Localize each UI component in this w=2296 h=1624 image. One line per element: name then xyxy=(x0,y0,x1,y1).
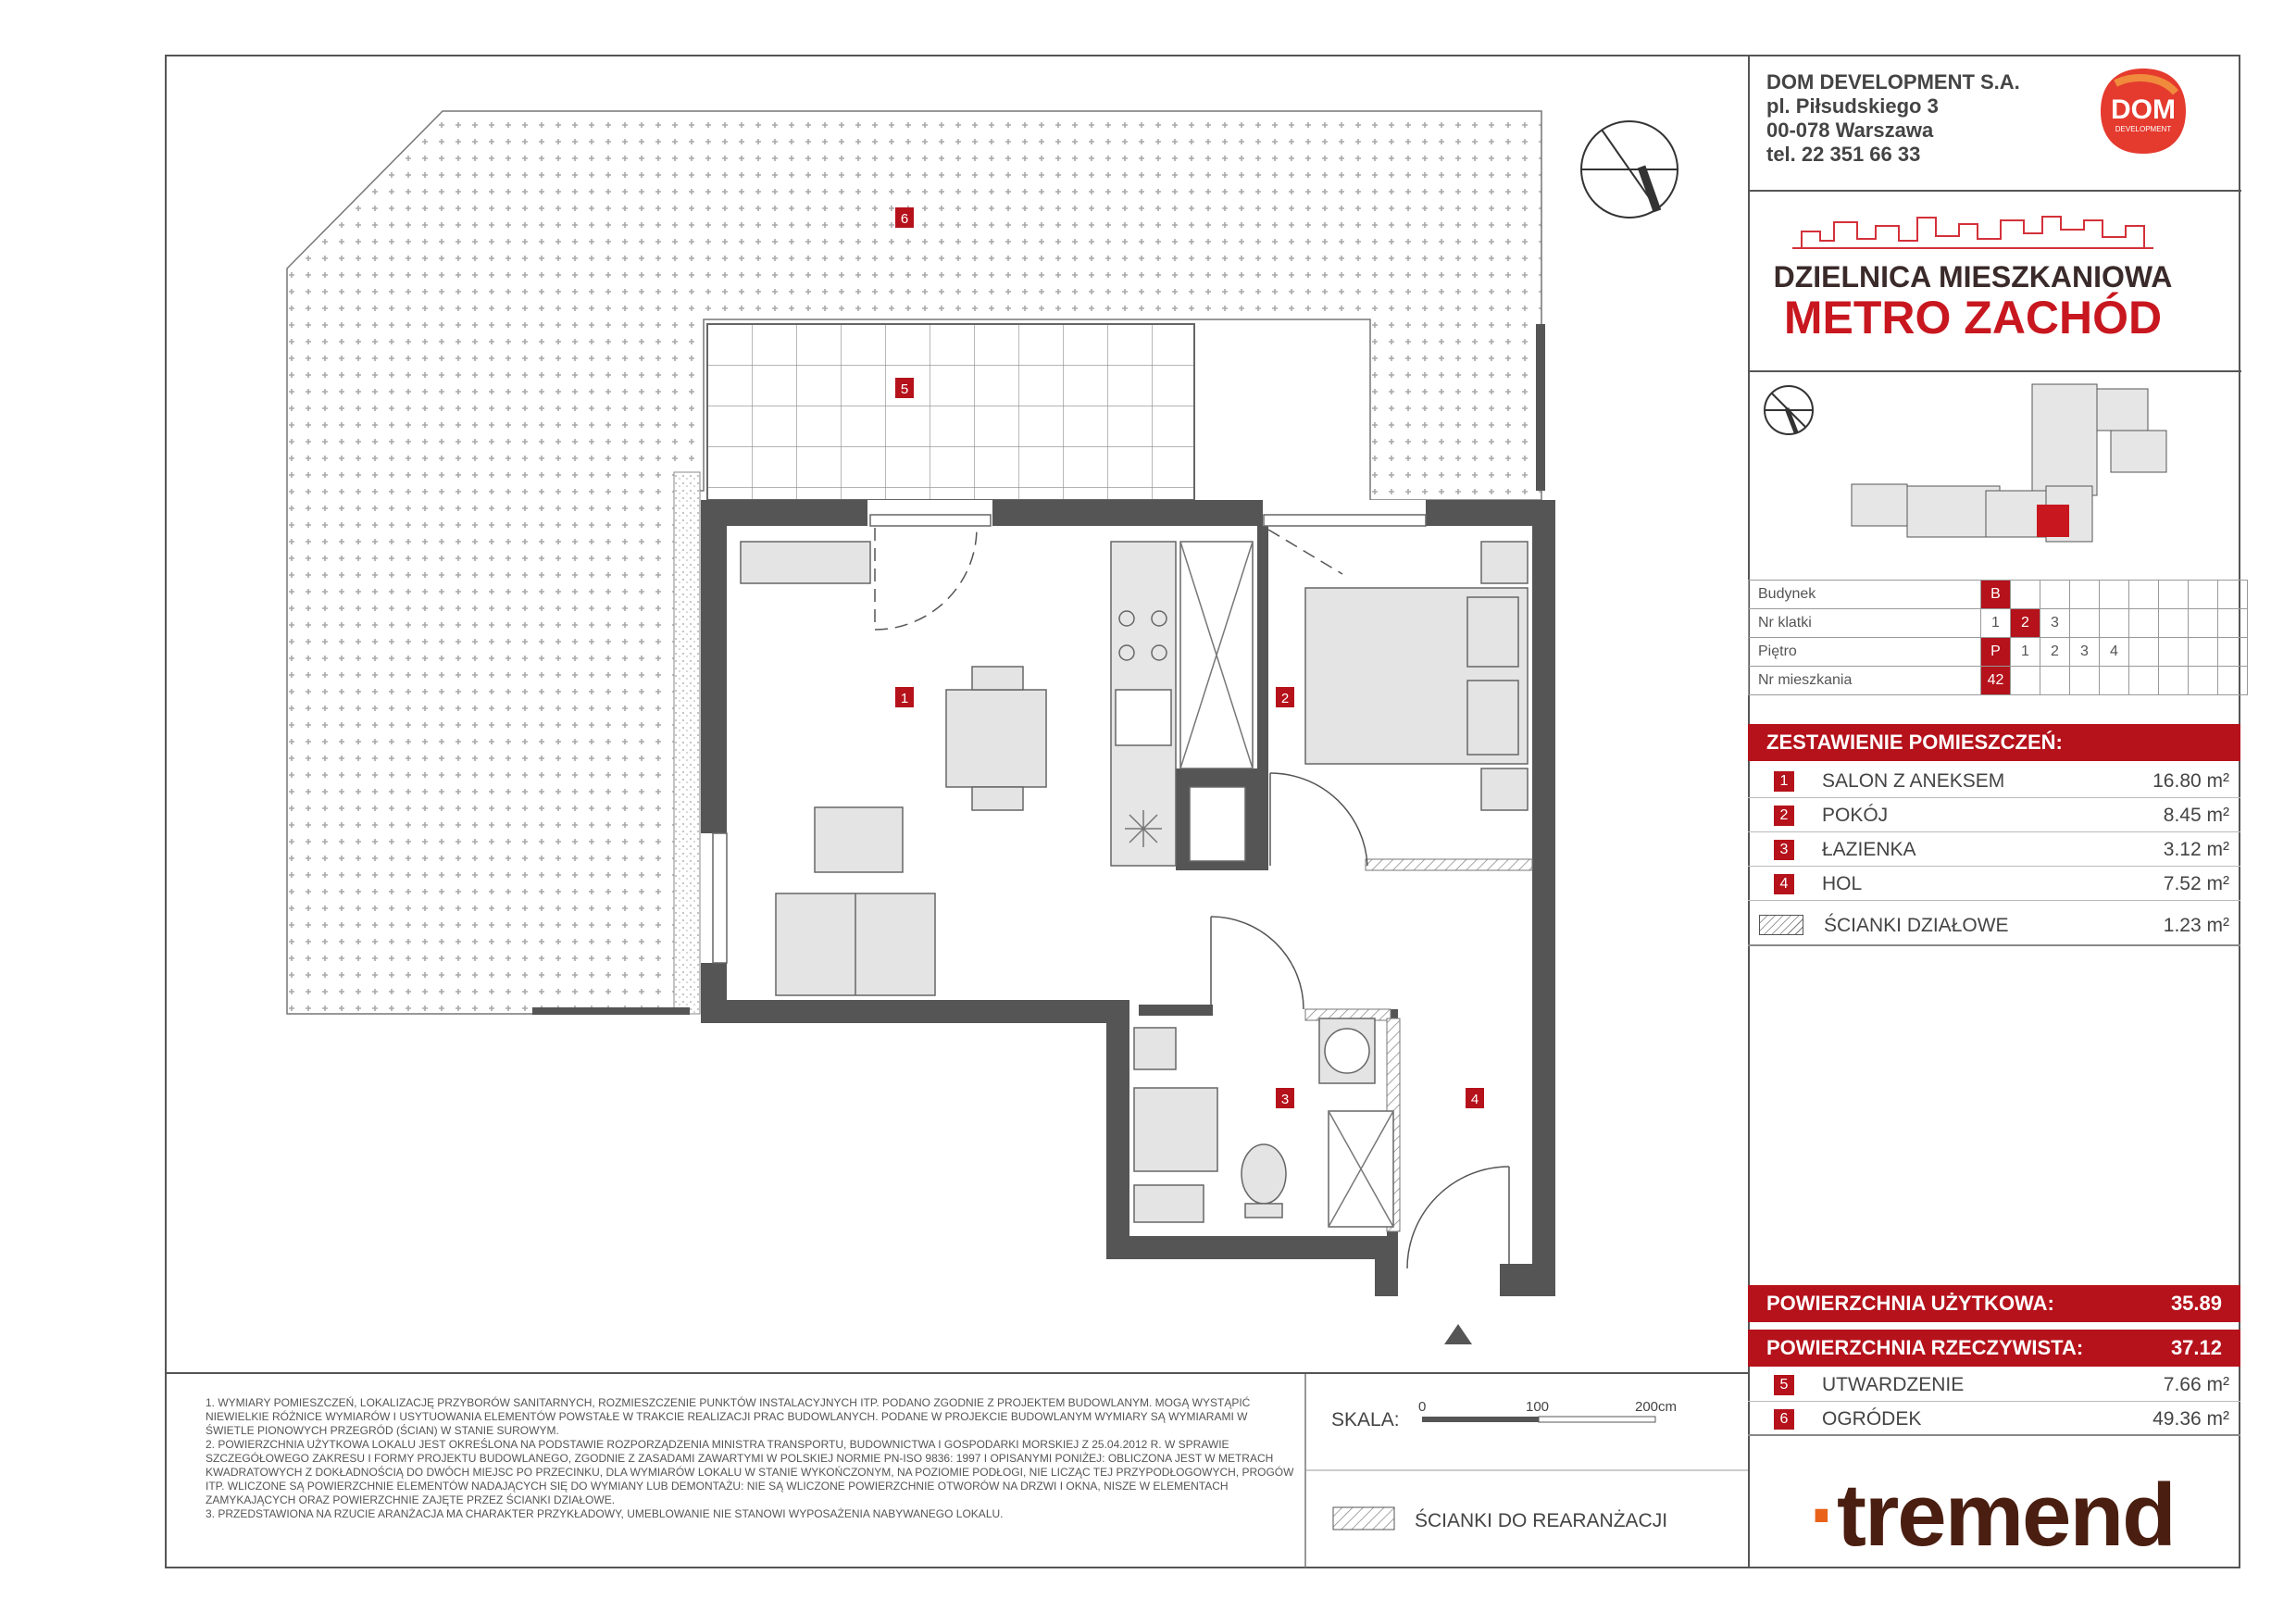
scale-tick-0: 0 xyxy=(1418,1399,1427,1415)
site-plan xyxy=(1759,375,2240,560)
room-area: 8.45 m² xyxy=(2163,805,2229,826)
extra-row-5 xyxy=(1748,1368,2240,1402)
project-line1: DZIELNICA MIESZKANIOWA xyxy=(1773,260,2173,294)
usable-area-row xyxy=(1748,1285,2240,1322)
row-building xyxy=(1749,581,2248,609)
room-row-1 xyxy=(1748,765,2240,798)
floor-value: P xyxy=(1981,638,2011,667)
apartment-number-label: Nr mieszkania xyxy=(1749,667,1981,695)
real-area-row xyxy=(1748,1330,2240,1367)
room-row-4 xyxy=(1748,868,2240,901)
apartment-info-table xyxy=(1748,580,2248,695)
extra-name: UTWARDZENIE xyxy=(1822,1374,1965,1395)
room-name: SALON Z ANEKSEM xyxy=(1822,770,2005,792)
note-1: 1. WYMIARY POMIESZCZEŃ, LOKALIZACJĘ PRZYBORÓW SANITARNYCH, ROZMIESZCZENIE PUNKTÓW INSTALACYJNYCH ITP. PODANO ZGODNIE Z PROJEKTEM BUDOWLANYM. MOGĄ WYSTĄPIĆ NIEWIELKIE RÓŻNICE WYMIARÓW I USYTUOWANIA ELEMENTÓW POWSTAŁE W TRAKCIE REALIZACJI PRAC BUDOWLANYCH. PODANE W PROJEKCIE BUDOWLANYM WYMIARY SĄ WYMIARAMI W ŚWIETLE PIONOWYCH PRZEGRÓD (ŚCIAN) W STANIE SUROWYM. xyxy=(206,1396,1251,1437)
company-phone: tel. 22 351 66 33 xyxy=(1766,143,1921,166)
tag-6-label: 6 xyxy=(900,211,909,227)
room-num: 4 xyxy=(1774,874,1794,894)
scale-bar xyxy=(1422,1417,1655,1422)
room-name: ŁAZIENKA xyxy=(1822,839,1916,860)
apartment-number-value: 42 xyxy=(1981,667,2011,695)
partition-hatch xyxy=(1759,915,1803,935)
partition-row xyxy=(1748,907,2240,946)
rooms-header xyxy=(1748,724,2240,761)
partition-name: ŚCIANKI DZIAŁOWE xyxy=(1824,915,2009,936)
room-row-3 xyxy=(1748,833,2240,867)
tag-5-label: 5 xyxy=(900,381,909,397)
room-area: 16.80 m² xyxy=(2152,770,2229,792)
divider xyxy=(1748,370,2241,372)
divider xyxy=(1748,190,2241,192)
partition-wall xyxy=(1366,859,1532,870)
company-street: pl. Piłsudskiego 3 xyxy=(1766,94,1939,118)
extra-num: 6 xyxy=(1774,1409,1794,1430)
compass-icon xyxy=(1581,121,1678,218)
tag-1-label: 1 xyxy=(900,691,909,706)
scale-tick-100: 100 xyxy=(1526,1399,1550,1415)
tag-4-label: 4 xyxy=(1470,1092,1479,1107)
tremend-logo: ·tremend xyxy=(1809,1466,2175,1565)
rearrangement-hatch xyxy=(1333,1507,1394,1530)
room-area: 7.52 m² xyxy=(2163,873,2229,894)
room-num: 3 xyxy=(1774,840,1794,860)
building-value: B xyxy=(1981,581,2011,609)
terrace-area xyxy=(707,324,1194,500)
row-stairwell: Nr klatki 1 2 3 xyxy=(1749,609,2248,638)
room-num: 2 xyxy=(1774,806,1794,826)
gravel-strip xyxy=(674,472,700,1014)
note-3: 3. PRZEDSTAWIONA NA RZUCIE ARANŻACJA MA CHARAKTER PRZYKŁADOWY, UMEBLOWANIE NIE STANOWI WYPOSAŻENIA NABYWANEGO LOKALU. xyxy=(206,1507,1004,1520)
tremend-text: tremend xyxy=(1836,1466,2175,1565)
real-area-label: POWIERZCHNIA RZECZYWISTA: xyxy=(1766,1336,2084,1359)
extra-area: 49.36 m² xyxy=(2152,1408,2229,1430)
extra-area: 7.66 m² xyxy=(2163,1374,2229,1395)
rearrangement-legend: ŚCIANKI DO REARANŻACJI xyxy=(1415,1510,1668,1531)
project-line2: METRO ZACHÓD xyxy=(1783,292,2163,344)
note-2: 2. POWIERZCHNIA UŻYTKOWA LOKALU JEST OKREŚLONA NA PODSTAWIE ROZPORZĄDZENIA MINISTRA TRANSPORTU, BUDOWNICTWA I GOSPODARKI MORSKIEJ Z 25.04.2012 R. W SPRAWIE SZCZEGÓŁOWEGO ZAKRESU I FORMY PROJEKTU BUDOWLANEGO, ZGODNIE Z ZASADAMI ZAWARTYMI W POLSKIEJ NORMIE PN-ISO 9836: 1997 I OPISANYMI PONIŻEJ: OBLICZONA JEST W METRACH KWADRATOWYCH Z DOKŁADNOŚCIĄ DO DWÓCH MIEJSC PO PRZECINKU, DLA WYMIARÓW LOKALU W STANIE WYKOŃCZONYM, NA POZIOMIE PODŁOGI, NIE LICZĄC TEJ PRZYPODŁOGOWYCH, PROGÓW ITP. WLICZONE SĄ POWIERZCHNIE ELEMENTÓW NADAJĄCYCH SIĘ DO WYMIANY LUB DEMONTAŻU: NIE SĄ WLICZONE POWIERZCHNIE OTWORÓW NA DRZWI I OKNA, NISZE W ELEMENTACH ZAMYKAJĄCYCH ORAZ POWIERZCHNIE ZAJĘTE PRZEZ ŚCIANKI DZIAŁOWE. xyxy=(206,1438,1294,1506)
room-area: 3.12 m² xyxy=(2163,839,2229,860)
scale-label: SKALA: xyxy=(1331,1409,1400,1430)
tag-3-label: 3 xyxy=(1280,1092,1290,1107)
svg-text:DOM: DOM xyxy=(2111,94,2176,125)
rooms-header-label: ZESTAWIENIE POMIESZCZEŃ: xyxy=(1766,731,2063,754)
scale-tick-200: 200cm xyxy=(1635,1399,1678,1415)
extra-num: 5 xyxy=(1774,1375,1794,1395)
svg-text:DEVELOPMENT: DEVELOPMENT xyxy=(2115,125,2172,133)
real-area-value: 37.12 xyxy=(2170,1336,2222,1359)
tag-2-label: 2 xyxy=(1280,691,1290,706)
usable-area-label: POWIERZCHNIA UŻYTKOWA: xyxy=(1766,1292,2054,1315)
project-logo xyxy=(1765,213,2190,361)
row-apartment-number xyxy=(1749,667,2248,695)
company-city: 00-078 Warszawa xyxy=(1766,119,1934,142)
stairwell-label: Nr klatki xyxy=(1749,609,1981,638)
room-num: 1 xyxy=(1774,771,1794,792)
row-floor: Piętro P 1 2 3 4 xyxy=(1749,638,2248,667)
entrance-arrow xyxy=(1444,1324,1472,1344)
usable-area-value: 35.89 xyxy=(2170,1292,2222,1315)
room-row-2 xyxy=(1748,799,2240,832)
company-address xyxy=(1766,70,2020,167)
fence-bottom xyxy=(532,1007,690,1015)
notes xyxy=(206,1396,1298,1521)
dom-development-logo xyxy=(2097,65,2190,157)
room-name: HOL xyxy=(1822,873,1863,894)
extra-row-6 xyxy=(1748,1403,2240,1436)
room-name: POKÓJ xyxy=(1822,805,1889,826)
stairwell-value: 2 xyxy=(2011,609,2040,638)
extra-name: OGRÓDEK xyxy=(1822,1408,1922,1430)
company-name: DOM DEVELOPMENT S.A. xyxy=(1766,70,2020,94)
building-label: Budynek xyxy=(1749,581,1981,609)
floor-label: Piętro xyxy=(1749,638,1981,667)
partition-area: 1.23 m² xyxy=(2163,915,2229,936)
fence xyxy=(1536,324,1545,491)
